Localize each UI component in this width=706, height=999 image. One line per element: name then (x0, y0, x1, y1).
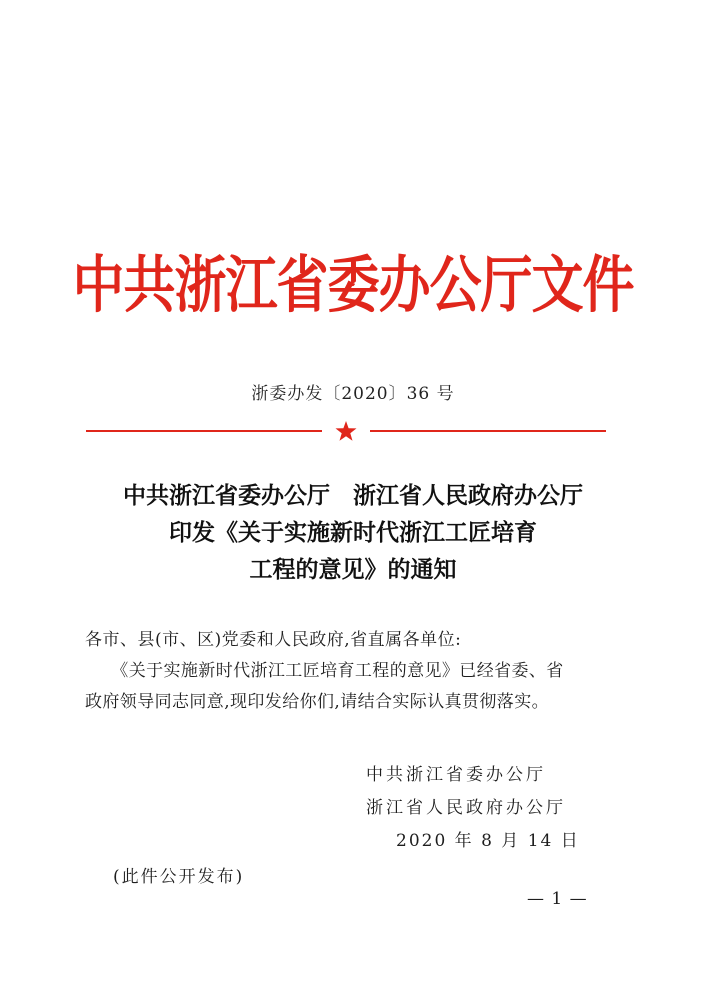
notice-title-line-2: 印发《关于实施新时代浙江工匠培育 (169, 520, 537, 546)
signature-org-1: 中共浙江省委办公厅 (366, 765, 546, 785)
body-paragraph-line-1: 《关于实施新时代浙江工匠培育工程的意见》已经省委、省 (85, 661, 564, 681)
red-star-icon (336, 421, 357, 441)
notice-title-line-1: 中共浙江省委办公厅 浙江省人民政府办公厅 (123, 483, 583, 509)
salutation: 各市、县(市、区)党委和人民政府,省直属各单位: (85, 630, 462, 650)
body-paragraph (85, 656, 625, 718)
red-header-title: 中共浙江省委办公厅文件 (72, 250, 634, 322)
public-release-note: (此件公开发布) (113, 867, 245, 887)
document-number: 浙委办发〔2020〕36 号 (251, 384, 455, 404)
body-paragraph-line-2: 政府领导同志同意,现印发给你们,请结合实际认真贯彻落实。 (85, 692, 550, 712)
page-number: — 1 — (527, 889, 588, 909)
notice-title (0, 478, 706, 589)
notice-title-line-3: 工程的意见》的通知 (249, 557, 457, 583)
signature-org-2: 浙江省人民政府办公厅 (366, 798, 566, 818)
signature-date: 2020 年 8 月 14 日 (396, 831, 580, 851)
red-divider (86, 420, 606, 442)
